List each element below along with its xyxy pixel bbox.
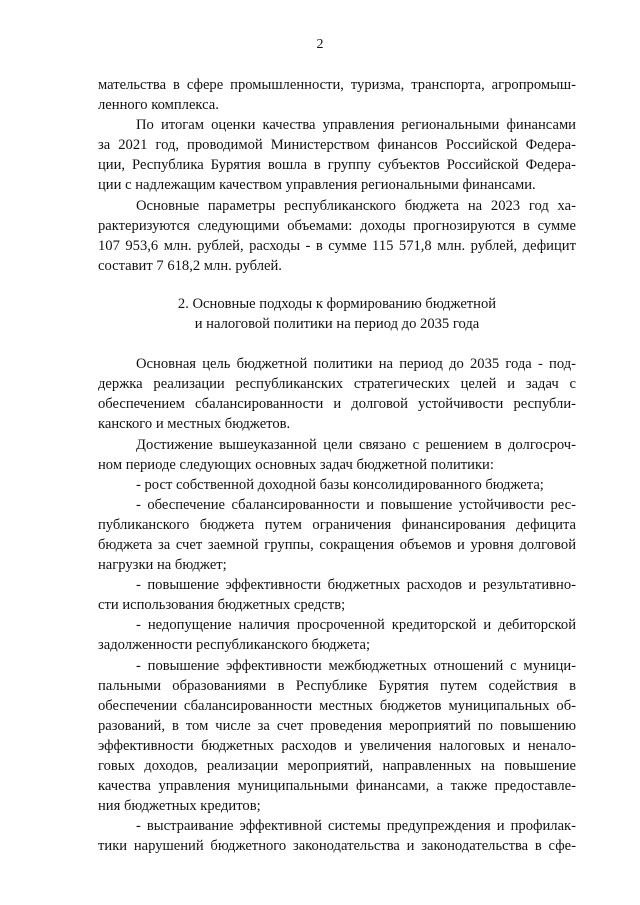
text-line: мательства в сфере промышленности, туризма, транспорта, агропромыш- xyxy=(98,77,576,93)
heading-line: и налоговой политики на период до 2035 года xyxy=(194,316,480,333)
heading-line: 2. Основные подходы к формированию бюджетной xyxy=(177,295,497,312)
text-line: обеспечении сбалансированности местных бюджетов муниципальных об- xyxy=(98,697,576,714)
text-line: тики нарушений бюджетного законодательства и законодательства в сфе- xyxy=(98,838,576,855)
text-line: - недопущение наличия просроченной кредиторской и дебиторской xyxy=(136,617,576,634)
text-line: нагрузки на бюджет; xyxy=(98,557,227,574)
paragraph-tasks-intro xyxy=(98,435,576,475)
text-line: Достижение вышеуказанной цели связано с решением в долгосроч- xyxy=(136,436,576,453)
text-line: - выстраивание эффективной системы предупреждения и профилак- xyxy=(136,818,576,835)
document-body xyxy=(98,75,576,856)
list-item xyxy=(98,816,576,856)
text-line: задолженности республиканского бюджета; xyxy=(98,637,371,654)
list-item xyxy=(98,615,576,655)
paragraph-continuation xyxy=(98,75,576,115)
text-line: канского и местных бюджетов. xyxy=(98,416,291,433)
paragraph-main-goal xyxy=(98,354,576,434)
text-line: пальными образованиями в Республике Бурятия путем содействия в xyxy=(98,677,576,694)
page-number: 2 xyxy=(316,37,324,52)
vertical-gap xyxy=(98,334,576,354)
text-line: ции, Республика Бурятия вошла в группу субъектов Российской Федера- xyxy=(98,157,576,174)
text-line: Основные параметры республиканского бюджета на 2023 год ха- xyxy=(136,197,576,214)
text-line: - обеспечение сбалансированности и повышение устойчивости рес- xyxy=(136,496,576,513)
text-line: Основная цель бюджетной политики на период до 2035 года - под- xyxy=(136,356,576,373)
list-item xyxy=(98,575,576,615)
text-line: По итогам оценки качества управления региональными финансами xyxy=(136,117,576,134)
text-line: держка реализации республиканских стратегических целей и задач с xyxy=(98,376,576,393)
text-line: разований, в том числе за счет проведения мероприятий по повышению xyxy=(98,717,576,734)
vertical-gap xyxy=(98,276,576,294)
text-line: публиканского бюджета путем ограничения финансирования дефицита xyxy=(98,516,576,533)
text-line: - повышение эффективности бюджетных расходов и результативно- xyxy=(136,577,576,594)
text-line: качества управления муниципальными финансами, а также предоставле- xyxy=(98,778,576,795)
list-item xyxy=(98,495,576,575)
text-line: обеспечением сбалансированности и долговой устойчивости республи- xyxy=(98,396,576,413)
text-line: составит 7 618,2 млн. рублей. xyxy=(98,257,282,274)
text-line: - рост собственной доходной базы консолидированного бюджета; xyxy=(136,476,544,493)
list-item xyxy=(98,475,576,495)
text-line: ции с надлежащим качеством управления региональными финансами. xyxy=(98,177,536,194)
paragraph-finance-quality xyxy=(98,115,576,195)
text-line: 107 953,6 млн. рублей, расходы - в сумме 115 571,8 млн. рублей, дефицит xyxy=(98,237,576,254)
text-line: ном периоде следующих основных задач бюджетной политики: xyxy=(98,456,494,473)
list-item xyxy=(98,656,576,817)
section-heading xyxy=(98,294,576,334)
text-line: ленного комплекса. xyxy=(98,97,219,114)
text-line: говых доходов, реализации мероприятий, направленных на повышение xyxy=(98,758,576,774)
text-line: рактеризуются следующими объемами: доходы прогнозируются в сумме xyxy=(98,217,576,234)
text-line: эффективности бюджетных расходов и увеличения налоговых и ненало- xyxy=(98,737,576,754)
text-line: ния бюджетных кредитов; xyxy=(98,798,261,815)
text-line: сти использования бюджетных средств; xyxy=(98,597,346,614)
text-line: бюджета за счет заемной группы, сокращения объемов и уровня долговой xyxy=(98,536,576,553)
paragraph-budget-parameters xyxy=(98,196,576,276)
text-line: за 2021 год, проводимой Министерством финансов Российской Федера- xyxy=(98,137,576,154)
text-line: - повышение эффективности межбюджетных отношений с муници- xyxy=(136,657,576,674)
